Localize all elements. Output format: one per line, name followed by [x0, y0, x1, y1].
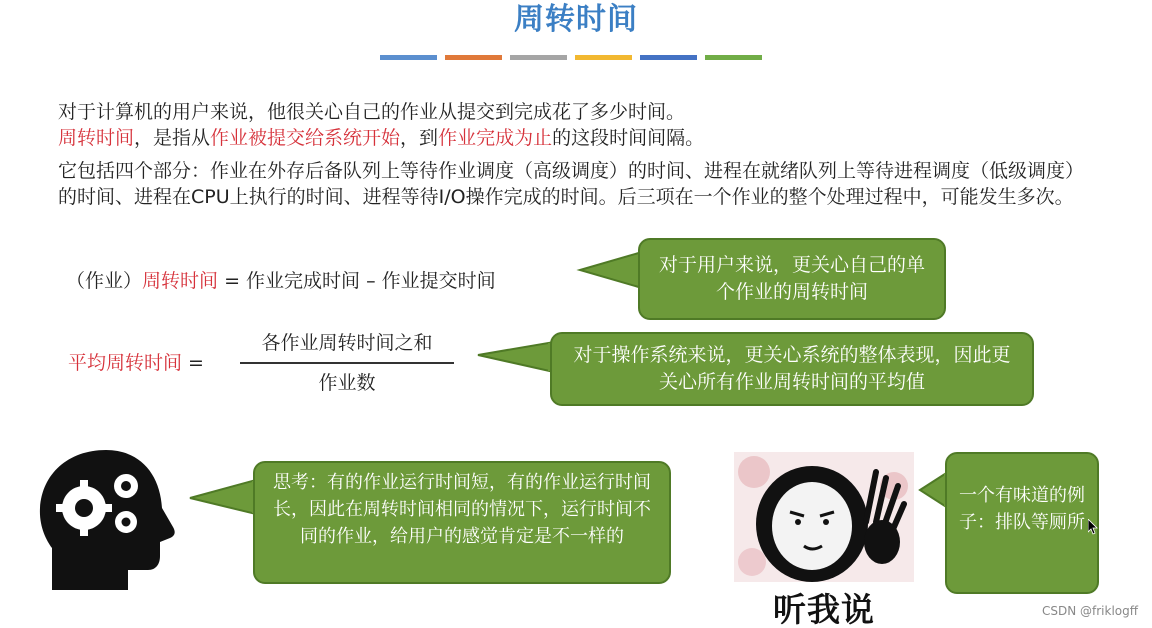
term-turnaround-time: 周转时间 — [58, 127, 135, 149]
csdn-credit-watermark: CSDN @friklogff — [1041, 604, 1138, 618]
formula2-numerator: 各作业周转时间之和 — [261, 332, 433, 354]
accent-bar-2 — [445, 55, 502, 60]
components-paragraph: 它包括四个部分：作业在外存后备队列上等待作业调度（高级调度）的时间、进程在就绪队列上等待进程调度（低级调度）的时间、进程在CPU上执行的时间、进程等待I/O操作完成的时间。后三项在一个作业的整个处理过程中，可能发生多次。 — [58, 160, 1085, 208]
bubble4-text: 一个有味道的例子：排队等厕所 — [959, 485, 1085, 533]
formula1-prefix: （作业） — [66, 270, 143, 292]
definition-text-2: ，到 — [400, 127, 439, 149]
example-bubble — [945, 452, 1099, 594]
meme-caption: 听我说 — [773, 590, 875, 628]
thinking-bubble — [253, 461, 671, 584]
turnaround-formula — [66, 268, 496, 294]
formula2-fraction — [240, 330, 454, 396]
formula1-term: 周转时间 — [142, 270, 219, 292]
definition-text-3: 的这段时间间隔。 — [552, 127, 705, 149]
bubble1-text: 对于用户来说，更关心自己的单个作业的周转时间 — [658, 254, 925, 303]
title-accent-bars — [380, 55, 762, 60]
panda-meme-image — [734, 452, 914, 628]
definition-text-1: ，是指从 — [134, 127, 211, 149]
accent-bar-6 — [705, 55, 762, 60]
accent-bar-1 — [380, 55, 437, 60]
page-title: 周转时间 — [514, 2, 638, 37]
formula2-label-wrap — [68, 350, 204, 376]
os-perspective-bubble — [550, 332, 1034, 406]
formula2-equals: = — [182, 352, 204, 374]
accent-bar-3 — [510, 55, 567, 60]
user-perspective-bubble — [638, 238, 946, 320]
mouse-cursor-icon — [1088, 519, 1098, 535]
fraction-bar — [240, 362, 454, 364]
accent-bar-5 — [640, 55, 697, 60]
definition-end-highlight: 作业完成为止 — [438, 127, 553, 149]
definition-start-highlight: 作业被提交给系统开始 — [210, 127, 401, 149]
intro-paragraph: 对于计算机的用户来说，他很关心自己的作业从提交到完成花了多少时间。 — [58, 101, 686, 123]
head-with-gears-icon — [28, 444, 188, 594]
formula2-denominator: 作业数 — [318, 371, 376, 394]
formula1-rest: = 作业完成时间 – 作业提交时间 — [218, 270, 496, 292]
bubble3-tail — [190, 478, 260, 518]
bubble2-text: 对于操作系统来说，更关心系统的整体表现，因此更关心所有作业周转时间的平均值 — [573, 344, 1011, 393]
accent-bar-4 — [575, 55, 632, 60]
bubble3-text: 思考：有的作业运行时间短，有的作业运行时间长，因此在周转时间相同的情况下，运行时间不同的作业，给用户的感觉肯定是不一样的 — [273, 472, 651, 547]
bubble2-tail — [478, 340, 558, 380]
formula2-label: 平均周转时间 — [68, 352, 183, 374]
panda-meme-drawing — [734, 452, 914, 582]
definition-paragraph — [58, 125, 1098, 151]
